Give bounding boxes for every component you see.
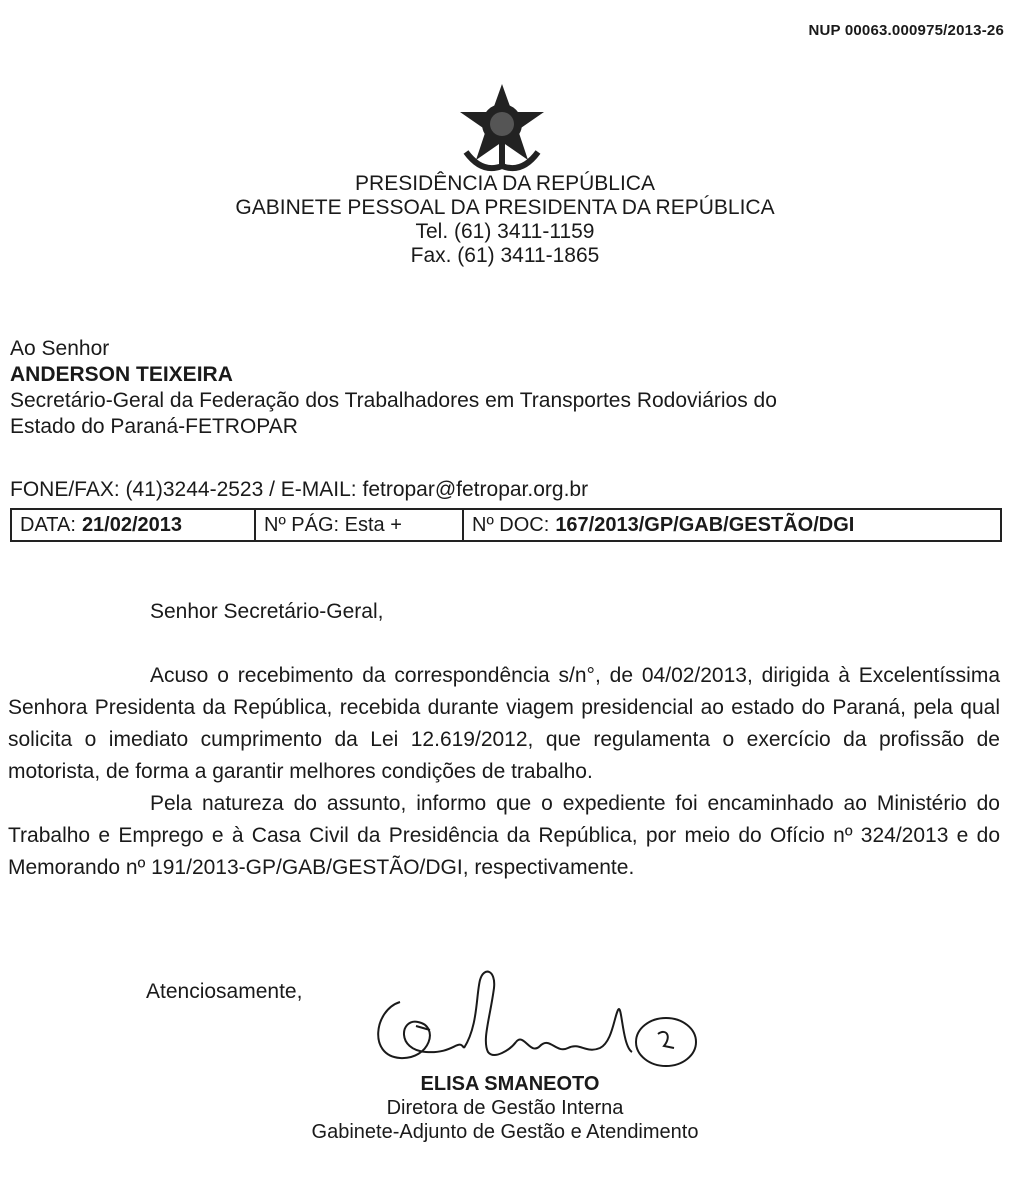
date-label: DATA:	[20, 513, 76, 536]
signer-unit: Gabinete-Adjunto de Gestão e Atendimento	[311, 1121, 699, 1143]
paragraph: Acuso o recebimento da correspondência s/n°, de 04/02/2013, dirigida à Excelentíssima Senhora Presidenta da República, recebida durante viagem presidencial ao estado do Paraná, pela qual solicita o imediato cumprimento da Lei 12.619/2012, que regulamenta o exercício da profissão de motorista, de forma a garantir melhores condições de trabalho.	[8, 664, 1000, 783]
signer-block	[0, 1072, 1010, 1144]
recipient-title-2: Estado do Paraná-FETROPAR	[10, 415, 298, 438]
header-cabinet: GABINETE PESSOAL DA PRESIDENTA DA REPÚBLICA	[235, 196, 775, 219]
pages-label: Nº PÁG: Esta +	[264, 513, 402, 536]
doc-label: Nº DOC:	[472, 513, 550, 536]
header-fax: Fax. (61) 3411-1865	[410, 244, 600, 267]
signature-image	[360, 966, 700, 1076]
header-phone: Tel. (61) 3411-1159	[415, 220, 595, 243]
date-value: 21/02/2013	[81, 513, 183, 536]
closing: Atenciosamente,	[146, 980, 303, 1003]
nup-number: NUP 00063.000975/2013-26	[808, 22, 1004, 39]
document-meta-table	[10, 508, 1002, 542]
pages-cell	[256, 510, 464, 540]
doc-number-cell	[464, 510, 1000, 540]
recipient-greeting: Ao Senhor	[10, 337, 110, 360]
letter-body	[8, 660, 1000, 884]
coat-of-arms-icon	[452, 82, 552, 174]
letterhead	[0, 172, 1010, 268]
recipient-contact: FONE/FAX: (41)3244-2523 / E-MAIL: fetropar@fetropar.org.br	[10, 478, 589, 501]
signer-name: ELISA SMANEOTO	[420, 1073, 600, 1095]
recipient-block	[10, 336, 777, 440]
recipient-title-1: Secretário-Geral da Federação dos Trabalhadores em Transportes Rodoviários do	[10, 389, 777, 412]
header-presidency: PRESIDÊNCIA DA REPÚBLICA	[355, 172, 655, 195]
date-cell	[12, 510, 256, 540]
salutation: Senhor Secretário-Geral,	[150, 600, 384, 623]
paragraph: Pela natureza do assunto, informo que o expediente foi encaminhado ao Ministério do Trabalho e Emprego e à Casa Civil da Presidência da República, por meio do Ofício nº 324/2013 e do Memorando nº 191/2013-GP/GAB/GESTÃO/DGI, respectivamente.	[8, 792, 1000, 879]
signer-role: Diretora de Gestão Interna	[386, 1097, 624, 1119]
doc-value: 167/2013/GP/GAB/GESTÃO/DGI	[555, 513, 855, 536]
recipient-name: ANDERSON TEIXEIRA	[10, 363, 233, 386]
